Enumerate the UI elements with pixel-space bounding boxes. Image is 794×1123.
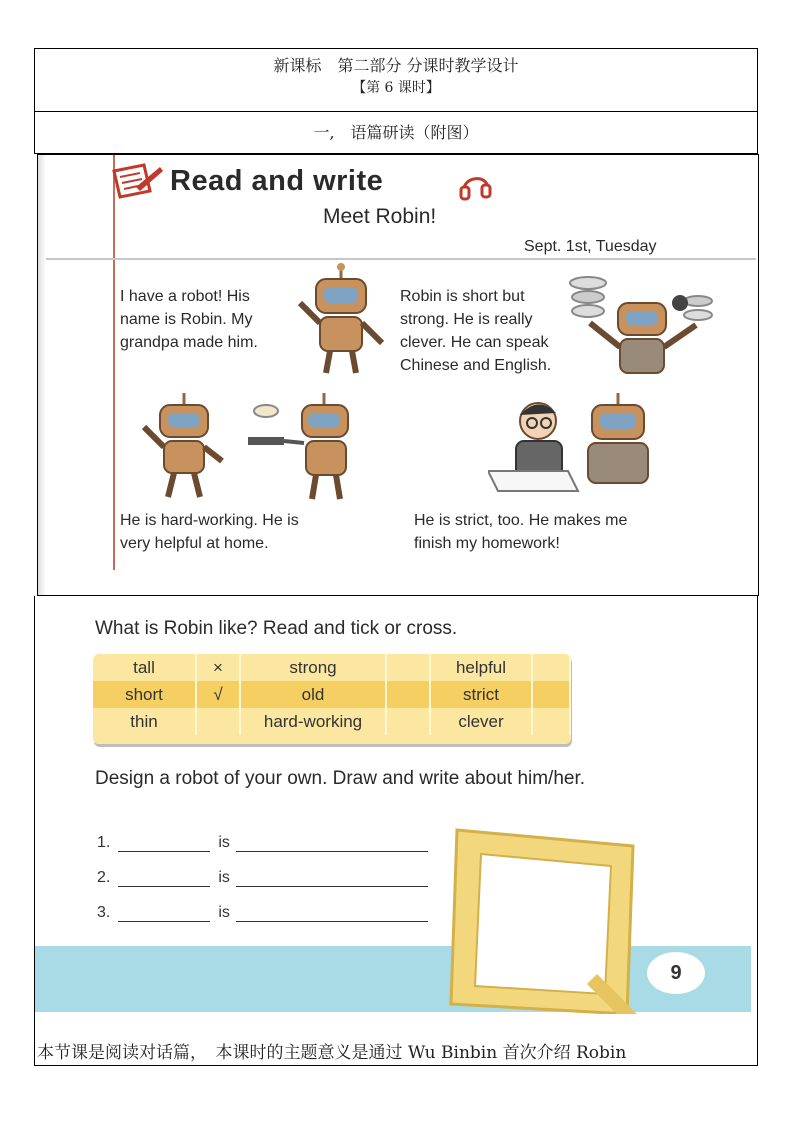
table-row bbox=[93, 654, 571, 681]
question-tick-or-cross: What is Robin like? Read and tick or cross. bbox=[95, 618, 458, 639]
boy-and-robot-homework-illustration bbox=[488, 391, 688, 503]
tick-cross-cell[interactable] bbox=[387, 681, 431, 708]
header-rule bbox=[46, 258, 756, 260]
table-cell: thin bbox=[93, 708, 197, 735]
fill-number: 2. bbox=[97, 869, 111, 886]
table-row bbox=[93, 681, 571, 708]
fill-word: is bbox=[218, 904, 230, 921]
tick-cross-cell[interactable] bbox=[387, 654, 431, 681]
fill-number: 1. bbox=[97, 834, 111, 851]
story-paragraph-4: He is strict, too. He makes me finish my homework! bbox=[414, 512, 628, 552]
table-cell: old bbox=[241, 681, 387, 708]
blank-name-input[interactable] bbox=[118, 873, 210, 887]
lesson-description: 本节课是阅读对话篇， 本课时的主题意义是通过 Wu Binbin 首次介绍 Robin bbox=[34, 1036, 758, 1066]
blank-description-input[interactable] bbox=[236, 908, 428, 922]
blank-description-input[interactable] bbox=[236, 873, 428, 887]
header-title: 新课标 第二部分 分课时教学设计 bbox=[273, 56, 519, 75]
header-lesson-number: 【第 6 课时】 bbox=[352, 80, 440, 96]
picture-frame-illustration bbox=[437, 824, 643, 1014]
robot-cooking-illustration bbox=[244, 391, 354, 503]
fill-word: is bbox=[218, 834, 230, 851]
table-cell: tall bbox=[93, 654, 197, 681]
robot-waving-illustration bbox=[286, 263, 396, 379]
page-spine bbox=[38, 155, 46, 596]
robot-carrying-plates-illustration bbox=[568, 263, 718, 379]
tick-cross-cell[interactable] bbox=[533, 681, 571, 708]
story-paragraph-3: He is hard-working. He is very helpful at home. bbox=[120, 512, 299, 552]
tick-cross-cell[interactable] bbox=[533, 708, 571, 735]
table-cell: strong bbox=[241, 654, 387, 681]
margin-line bbox=[113, 155, 115, 570]
tick-cross-cell[interactable]: × bbox=[197, 654, 241, 681]
page-number: 9 bbox=[647, 952, 705, 994]
textbook-page-read-and-write bbox=[37, 154, 759, 596]
story-subtitle: Meet Robin! bbox=[323, 205, 437, 228]
table-cell: hard-working bbox=[241, 708, 387, 735]
tick-cross-cell[interactable] bbox=[533, 654, 571, 681]
lesson-header bbox=[34, 48, 758, 112]
pen-paper-icon bbox=[110, 161, 164, 201]
table-cell: short bbox=[93, 681, 197, 708]
blank-name-input[interactable] bbox=[118, 908, 210, 922]
fill-line-2 bbox=[97, 869, 428, 887]
table-cell: helpful bbox=[431, 654, 533, 681]
tick-cross-cell[interactable] bbox=[387, 708, 431, 735]
fill-line-1 bbox=[97, 834, 428, 852]
read-and-write-title: Read and write bbox=[170, 165, 384, 197]
table-cell: clever bbox=[431, 708, 533, 735]
tick-cross-cell[interactable]: √ bbox=[197, 681, 241, 708]
blank-description-input[interactable] bbox=[236, 838, 428, 852]
fill-word: is bbox=[218, 869, 230, 886]
story-paragraph-1: I have a robot! His name is Robin. My grandpa made him. bbox=[120, 288, 258, 351]
tick-cross-cell[interactable] bbox=[197, 708, 241, 735]
robot-cleaning-illustration bbox=[134, 391, 234, 503]
table-row bbox=[93, 708, 571, 744]
blue-band bbox=[35, 946, 751, 1012]
blank-name-input[interactable] bbox=[118, 838, 210, 852]
story-paragraph-2: Robin is short but strong. He is really clever. He can speak Chinese and English. bbox=[400, 288, 552, 374]
fill-number: 3. bbox=[97, 904, 111, 921]
story-date: Sept. 1st, Tuesday bbox=[524, 238, 657, 255]
fill-line-3 bbox=[97, 904, 428, 922]
textbook-page-exercises bbox=[34, 596, 758, 1036]
headphone-icon bbox=[458, 171, 494, 201]
section-title: 一, 语篇研读（附图） bbox=[34, 111, 758, 154]
question-design-robot: Design a robot of your own. Draw and write about him/her. bbox=[95, 768, 586, 789]
table-cell: strict bbox=[431, 681, 533, 708]
tick-cross-table bbox=[93, 654, 571, 744]
